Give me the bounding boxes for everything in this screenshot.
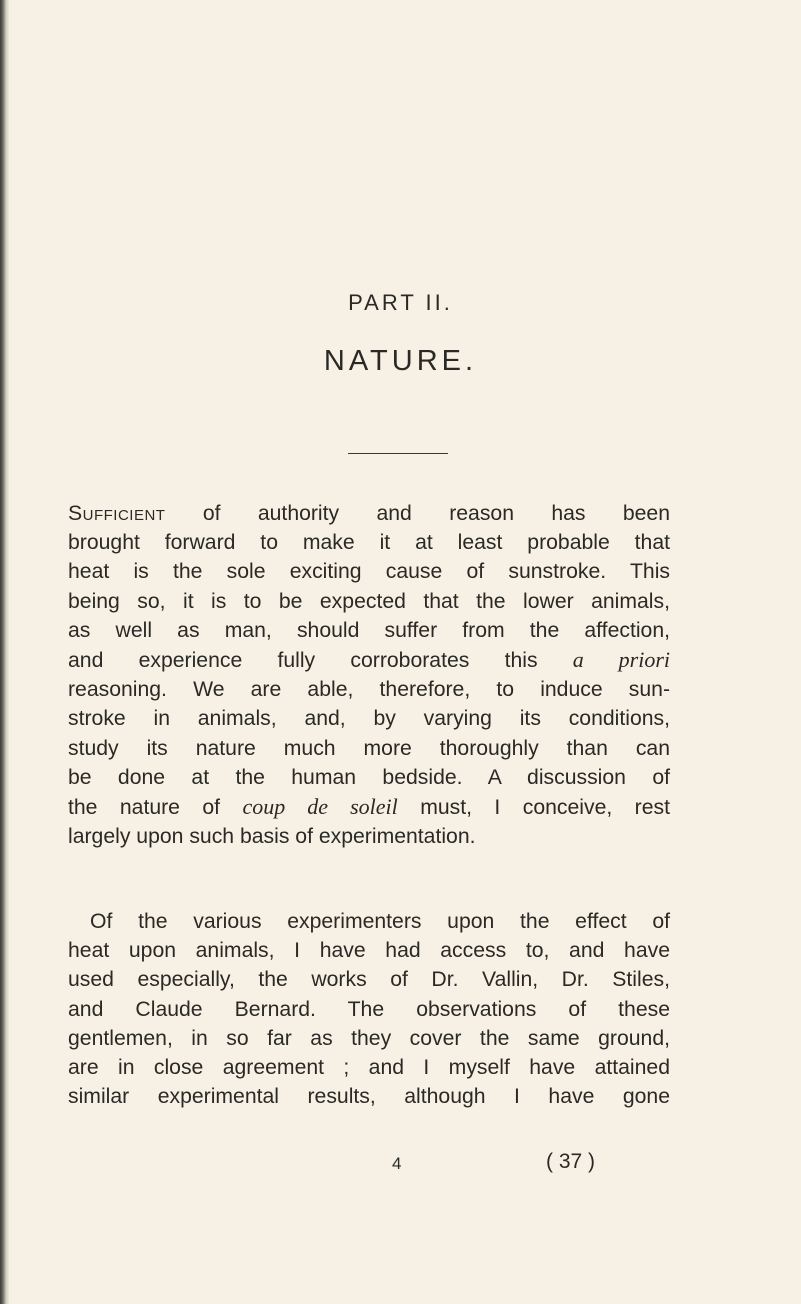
italic-phrase: coup de soleil [242, 794, 398, 820]
text-line [68, 792, 670, 822]
text-line [68, 499, 670, 528]
text-line: gentlemen, in so far as they cover the same ground, [68, 1026, 670, 1050]
text-span: and experience fully corroborates this [68, 649, 573, 673]
text-line: reasoning. We are able, therefore, to induce sun- [68, 678, 670, 702]
text-line: heat is the sole exciting cause of sunstroke. This [68, 560, 670, 584]
section-heading: NATURE. [323, 345, 478, 377]
text-line: heat upon animals, I have had access to, and have [68, 939, 670, 963]
text-line: and Claude Bernard. The observations of these [68, 997, 670, 1021]
part-heading: PART II. [348, 290, 453, 315]
text-line: being so, it is to be expected that the lower animals, [68, 589, 670, 613]
text-line: similar experimental results, although I have gone [68, 1085, 670, 1109]
text-span: the nature of [68, 796, 243, 820]
signature-mark: 4 [392, 1154, 402, 1173]
text-line: brought forward to make it at least probable that [68, 531, 670, 555]
text-span: must, I conceive, rest [397, 796, 670, 820]
text-line: largely upon such basis of experimentation. [68, 825, 476, 849]
page-number: ( 37 ) [546, 1150, 596, 1173]
text-line: stroke in animals, and, by varying its conditions, [68, 707, 670, 731]
text-line: study its nature much more thoroughly than can [68, 736, 670, 760]
text-span: of authority and reason has been [165, 502, 670, 525]
italic-phrase: a priori [572, 647, 670, 673]
paragraph-2 [68, 907, 670, 1111]
book-gutter-shadow [0, 0, 9, 1304]
text-line [68, 645, 670, 675]
paragraph-1 [68, 499, 670, 851]
text-line: be done at the human bedside. A discussion of [68, 765, 670, 789]
text-line: are in close agreement ; and I myself have attained [68, 1056, 670, 1080]
opening-word: Sufficient [68, 502, 166, 525]
text-line: used especially, the works of Dr. Vallin, Dr. Stiles, [68, 968, 670, 992]
text-line: as well as man, should suffer from the affection, [68, 618, 670, 642]
heading-divider-rule [348, 453, 448, 454]
text-line: Of the various experimenters upon the effect of [90, 910, 670, 933]
